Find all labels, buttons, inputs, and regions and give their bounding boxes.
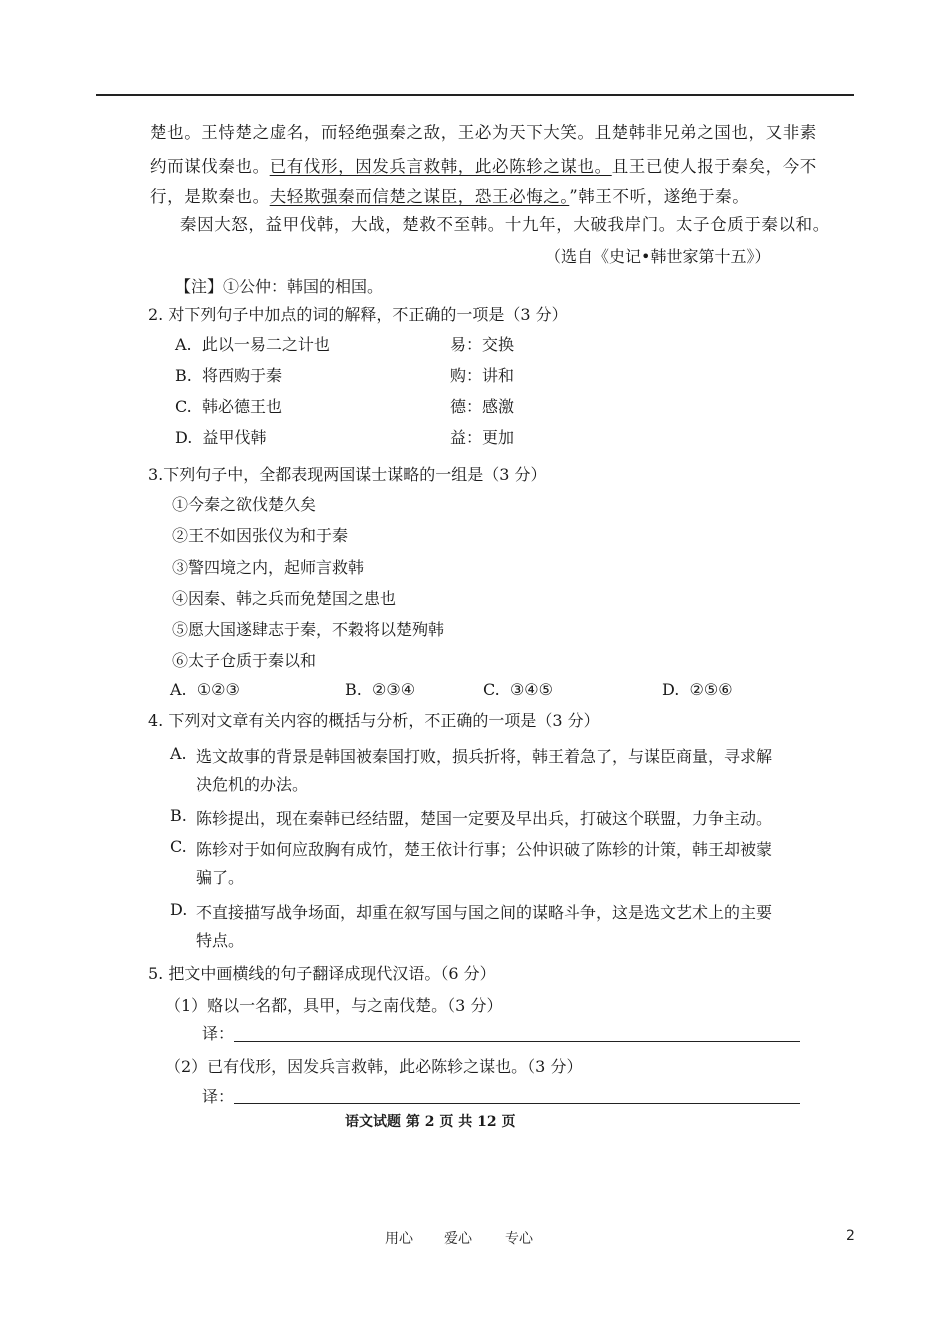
q2-option-b: B. 将西购于秦 xyxy=(175,366,283,385)
q4-option-c-line2: 骗了。 xyxy=(196,868,245,887)
q2-option-a: A. 此以一易二之计也 xyxy=(175,335,330,354)
q2-option-d: D. 益甲伐韩 xyxy=(175,428,267,447)
q4-label-c: C. xyxy=(170,837,187,856)
q3-item-6: ⑥太子仓质于秦以和 xyxy=(172,651,317,670)
q2-gloss-b: 购：讲和 xyxy=(450,366,515,385)
q2-gloss-c: 德：感激 xyxy=(450,397,515,416)
q2-option-c: C. 韩必德王也 xyxy=(175,397,282,416)
slogan-2: 爱心 xyxy=(444,1231,472,1247)
q3-stem: 3.下列句子中，全都表现两国谋士谋略的一组是（3 分） xyxy=(148,465,547,484)
q5-sentence-1: （1）赂以一名都，具甲，与之南伐楚。（3 分） xyxy=(165,996,503,1015)
passage-source: （选自《史记•韩世家第十五》） xyxy=(545,247,771,266)
q3-item-5: ⑤愿大国遂肆志于秦，不穀将以楚殉韩 xyxy=(172,620,445,639)
q5-answer-label-2: 译： xyxy=(202,1087,235,1106)
q2-gloss-d: 益：更加 xyxy=(450,428,515,447)
q5-answer-label-1: 译： xyxy=(202,1024,235,1043)
q3-item-4: ④因秦、韩之兵而免楚国之患也 xyxy=(172,589,397,608)
passage-line-4: 秦因大怒，益甲伐韩，大战，楚救不至韩。十九年，大破我岸门。太子仓质于秦以和。 xyxy=(180,215,830,234)
q4-option-a-line2: 决危机的办法。 xyxy=(196,775,309,794)
q4-option-d-line2: 特点。 xyxy=(196,931,245,950)
underlined-sentence-2: 已有伐形，因发兵言救韩，此必陈轸之谋也。 xyxy=(269,157,612,176)
page-number: 2 xyxy=(846,1228,855,1244)
note: 【注】①公仲：韩国的相国。 xyxy=(175,277,384,296)
q4-stem: 4. 下列对文章有关内容的概括与分析，不正确的一项是（3 分） xyxy=(148,711,600,730)
slogan-1: 用心 xyxy=(385,1231,413,1247)
q3-choice-c: C. ③④⑤ xyxy=(483,680,553,699)
q4-option-a-line1: 选文故事的背景是韩国被秦国打败，损兵折将，韩王着急了，与谋臣商量，寻求解 xyxy=(196,747,773,766)
q3-choice-d: D. ②⑤⑥ xyxy=(662,680,733,699)
q4-option-d-line1: 不直接描写战争场面，却重在叙写国与国之间的谋略斗争，这是选文艺术上的主要 xyxy=(196,903,773,922)
q3-choice-b: B. ②③④ xyxy=(345,680,416,699)
q3-item-1: ①今秦之欲伐楚久矣 xyxy=(172,495,317,514)
answer-line-1[interactable] xyxy=(234,1041,800,1042)
underlined-sentence-3: 夫轻欺强秦而信楚之谋臣，恐王必悔之。 xyxy=(269,187,570,206)
q3-item-3: ③警四境之内，起师言救韩 xyxy=(172,558,365,577)
page-footer: 语文试题 第 2 页 共 12 页 xyxy=(345,1114,516,1130)
passage-line-3: 行，是欺秦也。夫轻欺强秦而信楚之谋臣，恐王必悔之。”韩王不听，遂绝于秦。 xyxy=(150,187,750,206)
q4-label-d: D. xyxy=(170,900,188,919)
q4-label-a: A. xyxy=(170,744,187,763)
q5-stem: 5. 把文中画横线的句子翻译成现代汉语。（6 分） xyxy=(148,964,496,983)
passage-line-2: 约而谋伐秦也。已有伐形，因发兵言救韩，此必陈轸之谋也。且王已使人报于秦矣，今不 xyxy=(150,157,817,176)
q3-item-2: ②王不如因张仪为和于秦 xyxy=(172,526,349,545)
q3-choice-a: A. ①②③ xyxy=(170,680,240,699)
q4-option-b: 陈轸提出，现在秦韩已经结盟，楚国一定要及早出兵，打破这个联盟，力争主动。 xyxy=(196,809,773,828)
q2-stem: 2. 对下列句子中加点的词的解释，不正确的一项是（3 分） xyxy=(148,305,568,324)
q5-sentence-2: （2）已有伐形，因发兵言救韩，此必陈轸之谋也。（3 分） xyxy=(165,1057,583,1076)
passage-line-1: 楚也。王恃楚之虚名，而轻绝强秦之敌，王必为天下大笑。且楚韩非兄弟之国也，又非素 xyxy=(150,123,817,142)
slogan-3: 专心 xyxy=(505,1231,533,1247)
q4-label-b: B. xyxy=(170,806,187,825)
header-rule xyxy=(96,94,854,96)
q4-option-c-line1: 陈轸对于如何应敌胸有成竹，楚王依计行事；公仲识破了陈轸的计策，韩王却被蒙 xyxy=(196,840,773,859)
answer-line-2[interactable] xyxy=(234,1103,800,1104)
q2-gloss-a: 易：交换 xyxy=(450,335,515,354)
